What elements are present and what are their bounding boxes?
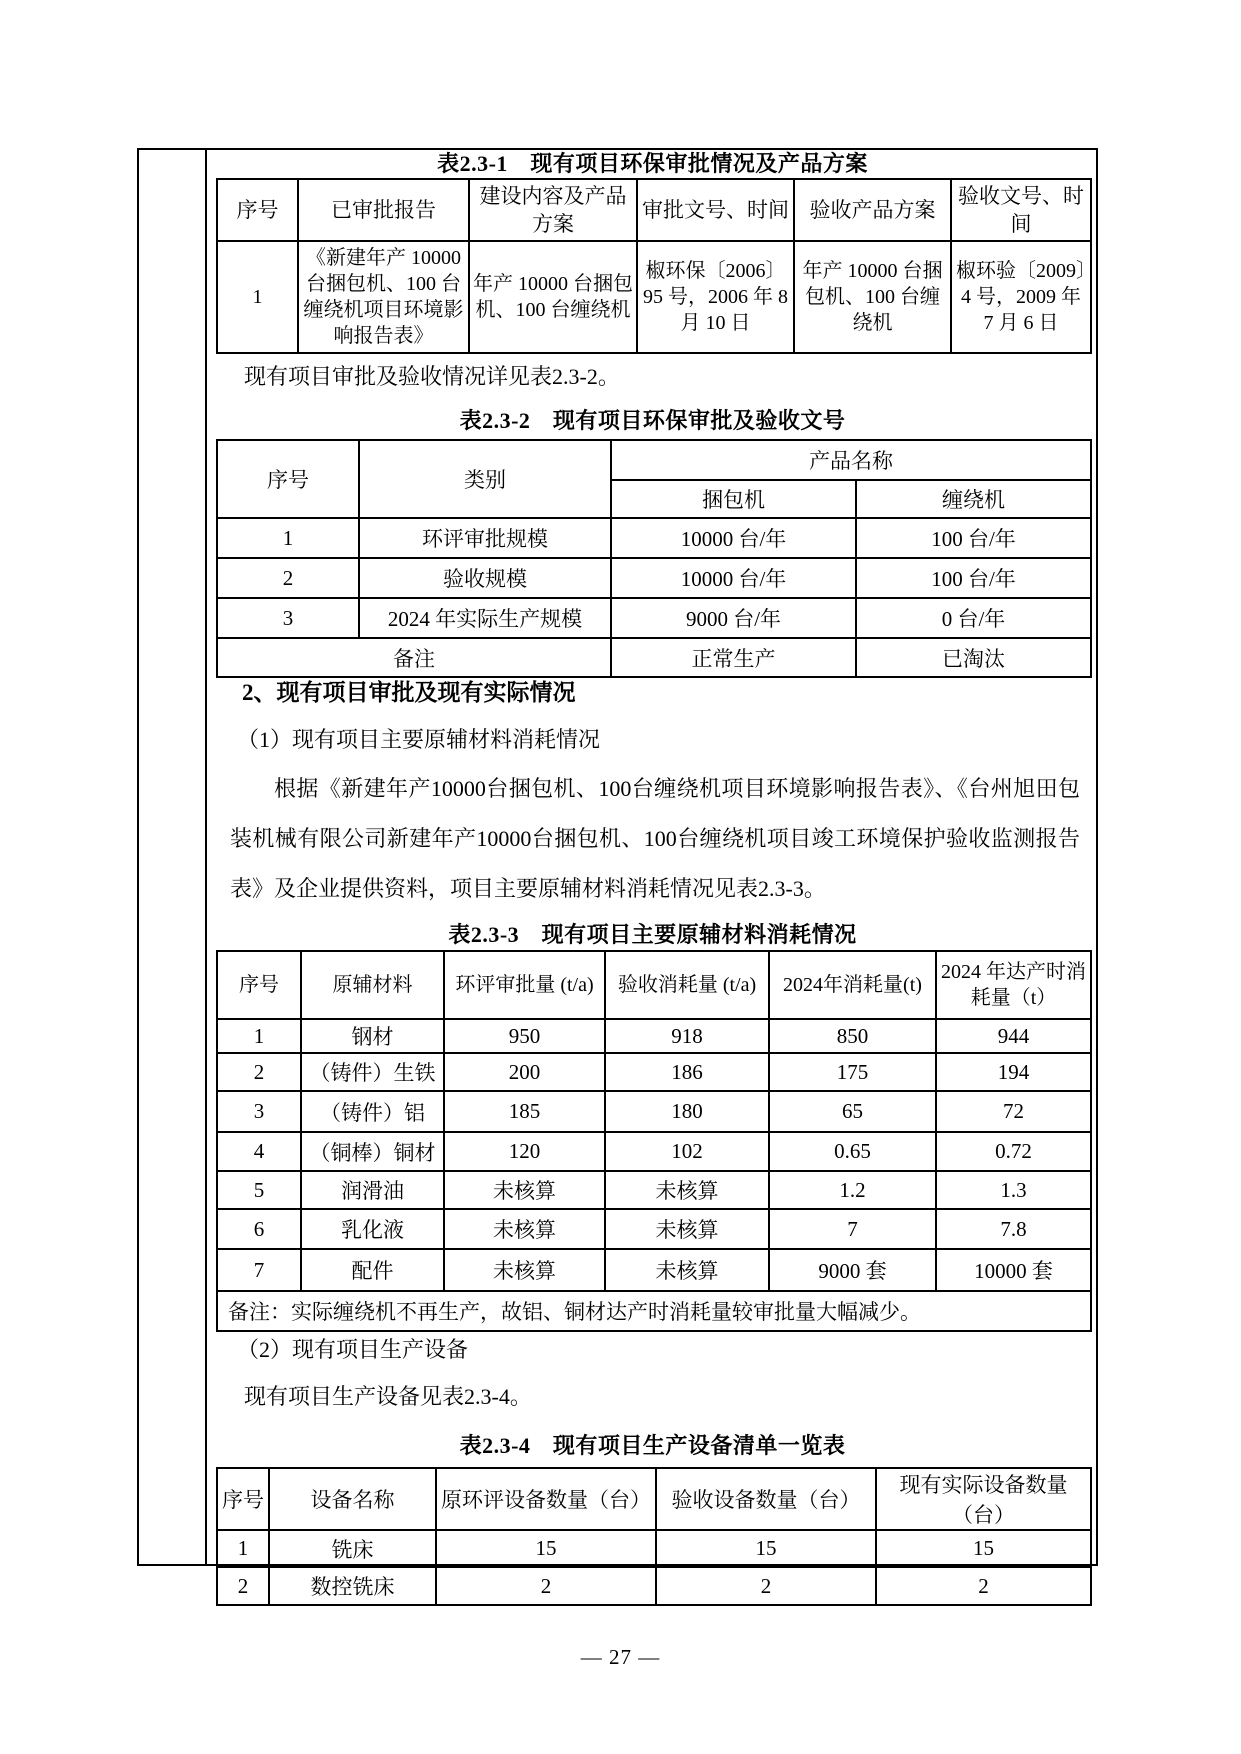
cell-2024-amount: 7	[769, 1209, 936, 1249]
cell-2024-amount: 9000 套	[769, 1249, 936, 1291]
table-2-3-4	[216, 1467, 1092, 1606]
cell-capacity-amount: 72	[936, 1091, 1091, 1132]
cell-no: 1	[217, 1530, 269, 1567]
cell-2024-amount: 175	[769, 1053, 936, 1091]
column-header-approved-report: 已审批报告	[298, 179, 469, 241]
table-header-row	[217, 440, 1091, 480]
column-header-full-capacity-consumption: 2024 年达产时消耗量（t）	[936, 951, 1091, 1019]
form-frame	[137, 148, 1098, 1599]
column-header-original-eia-count: 原环评设备数量（台）	[436, 1468, 656, 1530]
cell-no: 2	[217, 1053, 301, 1091]
page-number: — 27 —	[580, 1645, 661, 1669]
cell-wrapper: 0 台/年	[856, 598, 1091, 638]
cell-actual-count: 15	[876, 1530, 1091, 1567]
cell-baler: 9000 台/年	[611, 598, 856, 638]
cell-eia-amount: 未核算	[444, 1209, 605, 1249]
table-row	[217, 1567, 1091, 1605]
column-header-wrapper: 缠绕机	[856, 480, 1091, 518]
cell-eia-amount: 未核算	[444, 1171, 605, 1209]
paragraph-materials: 根据《新建年产10000台捆包机、100台缠绕机项目环境影响报告表》、《台州旭田包装机械有限公司新建年产10000台捆包机、100台缠绕机项目竣工环境保护验收监测报告表》及企业提供资料，项目主要原辅材料消耗情况见表2.3-3。	[230, 776, 1080, 901]
cell-eia-amount: 200	[444, 1053, 605, 1091]
column-header-baler: 捆包机	[611, 480, 856, 518]
cell-eia-amount: 185	[444, 1091, 605, 1132]
table-header-row	[217, 951, 1091, 1019]
cell-material: 钢材	[301, 1019, 444, 1053]
table-header-row	[217, 179, 1091, 241]
cell-equipment-name: 铣床	[269, 1530, 436, 1567]
form-content-area	[207, 150, 1098, 1599]
cell-construction-content: 年产 10000 台捆包机、100 台缠绕机	[469, 241, 637, 353]
cell-equipment-name: 数控铣床	[269, 1567, 436, 1605]
cell-baler: 10000 台/年	[611, 558, 856, 598]
cell-2024-amount: 65	[769, 1091, 936, 1132]
table-row	[217, 1132, 1091, 1171]
table-2-3-3-caption: 表2.3-3 现有项目主要原辅材料消耗情况	[448, 922, 857, 947]
cell-material: 配件	[301, 1249, 444, 1291]
table-2-3-1	[216, 178, 1092, 354]
cell-2024-amount: 1.2	[769, 1171, 936, 1209]
table-row	[217, 518, 1091, 558]
cell-capacity-amount: 944	[936, 1019, 1091, 1053]
column-header-acceptance-doc: 验收文号、时间	[951, 179, 1091, 241]
cell-acceptance-amount: 未核算	[605, 1249, 769, 1291]
table-2-3-3	[216, 950, 1092, 1332]
cell-approval-doc: 椒环保〔2006〕95 号，2006 年 8 月 10 日	[637, 241, 794, 353]
column-header-equipment-name: 设备名称	[269, 1468, 436, 1530]
column-header-eia-approved-amount: 环评审批量 (t/a)	[444, 951, 605, 1019]
cell-category: 2024 年实际生产规模	[359, 598, 611, 638]
cell-table-note: 备注：实际缠绕机不再生产，故铝、铜材达产时消耗量较审批量大幅减少。	[217, 1291, 1091, 1331]
column-header-acceptance-product: 验收产品方案	[794, 179, 951, 241]
column-header-no: 序号	[217, 440, 359, 518]
paragraph-see-table-2-3-2: 现有项目审批及验收情况详见表2.3-2。	[244, 364, 620, 389]
table-header-row	[217, 1468, 1091, 1530]
column-header-no: 序号	[217, 1468, 269, 1530]
cell-eia-amount: 950	[444, 1019, 605, 1053]
cell-note-label: 备注	[217, 638, 611, 677]
cell-no: 6	[217, 1209, 301, 1249]
cell-material: （铸件）生铁	[301, 1053, 444, 1091]
cell-acceptance-amount: 102	[605, 1132, 769, 1171]
table-row	[217, 1091, 1091, 1132]
paragraph-see-table-2-3-4: 现有项目生产设备见表2.3-4。	[244, 1384, 532, 1409]
column-header-actual-count: 现有实际设备数量（台）	[876, 1468, 1091, 1530]
cell-wrapper: 100 台/年	[856, 558, 1091, 598]
cell-no: 2	[217, 1567, 269, 1605]
cell-original-eia-count: 15	[436, 1530, 656, 1567]
column-header-acceptance-consumption: 验收消耗量 (t/a)	[605, 951, 769, 1019]
column-header-product-name: 产品名称	[611, 440, 1091, 480]
table-note-row	[217, 1291, 1091, 1331]
form-left-column	[139, 150, 207, 1564]
table-row	[217, 1249, 1091, 1291]
cell-acceptance-amount: 未核算	[605, 1171, 769, 1209]
cell-no: 1	[217, 518, 359, 558]
column-header-2024-consumption: 2024年消耗量(t)	[769, 951, 936, 1019]
table-row	[217, 1019, 1091, 1053]
table-2-3-2	[216, 439, 1092, 678]
section-heading-2: 2、现有项目审批及现有实际情况	[242, 680, 576, 705]
column-header-material: 原辅材料	[301, 951, 444, 1019]
cell-no: 3	[217, 1091, 301, 1132]
column-header-acceptance-count: 验收设备数量（台）	[656, 1468, 876, 1530]
cell-no: 1	[217, 1019, 301, 1053]
table-note-row	[217, 638, 1091, 677]
cell-category: 验收规模	[359, 558, 611, 598]
table-row	[217, 241, 1091, 353]
cell-2024-amount: 850	[769, 1019, 936, 1053]
cell-acceptance-amount: 未核算	[605, 1209, 769, 1249]
cell-acceptance-product: 年产 10000 台捆包机、100 台缠绕机	[794, 241, 951, 353]
cell-capacity-amount: 194	[936, 1053, 1091, 1091]
cell-acceptance-amount: 186	[605, 1053, 769, 1091]
cell-capacity-amount: 7.8	[936, 1209, 1091, 1249]
subsection-item-2: （2）现有项目生产设备	[237, 1337, 469, 1362]
cell-wrapper: 100 台/年	[856, 518, 1091, 558]
cell-material: （铜棒）铜材	[301, 1132, 444, 1171]
table-2-3-4-caption: 表2.3-4 现有项目生产设备清单一览表	[459, 1433, 846, 1458]
cell-acceptance-count: 15	[656, 1530, 876, 1567]
cell-2024-amount: 0.65	[769, 1132, 936, 1171]
cell-material: 润滑油	[301, 1171, 444, 1209]
table-row	[217, 598, 1091, 638]
cell-acceptance-count: 2	[656, 1567, 876, 1605]
cell-no: 2	[217, 558, 359, 598]
cell-capacity-amount: 10000 套	[936, 1249, 1091, 1291]
table-row	[217, 1530, 1091, 1567]
cell-acceptance-amount: 180	[605, 1091, 769, 1132]
column-header-construction-content: 建设内容及产品方案	[469, 179, 637, 241]
cell-eia-amount: 未核算	[444, 1249, 605, 1291]
subsection-item-1: （1）现有项目主要原辅材料消耗情况	[237, 727, 601, 752]
cell-no: 1	[217, 241, 298, 353]
table-row	[217, 558, 1091, 598]
cell-category: 环评审批规模	[359, 518, 611, 558]
cell-actual-count: 2	[876, 1567, 1091, 1605]
table-row	[217, 1053, 1091, 1091]
table-2-3-2-caption: 表2.3-2 现有项目环保审批及验收文号	[459, 408, 846, 433]
table-row	[217, 1171, 1091, 1209]
column-header-approval-doc: 审批文号、时间	[637, 179, 794, 241]
cell-acceptance-amount: 918	[605, 1019, 769, 1053]
cell-material: （铸件）铝	[301, 1091, 444, 1132]
cell-capacity-amount: 0.72	[936, 1132, 1091, 1171]
cell-no: 5	[217, 1171, 301, 1209]
column-header-no: 序号	[217, 179, 298, 241]
table-2-3-1-caption: 表2.3-1 现有项目环保审批情况及产品方案	[437, 151, 868, 176]
cell-capacity-amount: 1.3	[936, 1171, 1091, 1209]
cell-no: 7	[217, 1249, 301, 1291]
cell-baler: 10000 台/年	[611, 518, 856, 558]
cell-note-baler: 正常生产	[611, 638, 856, 677]
table-row	[217, 1209, 1091, 1249]
column-header-no: 序号	[217, 951, 301, 1019]
cell-acceptance-doc: 椒环验〔2009〕4 号，2009 年 7 月 6 日	[951, 241, 1091, 353]
cell-material: 乳化液	[301, 1209, 444, 1249]
cell-no: 3	[217, 598, 359, 638]
cell-approved-report: 《新建年产 10000 台捆包机、100 台缠绕机项目环境影响报告表》	[298, 241, 469, 353]
cell-no: 4	[217, 1132, 301, 1171]
cell-eia-amount: 120	[444, 1132, 605, 1171]
column-header-category: 类别	[359, 440, 611, 518]
cell-note-wrapper: 已淘汰	[856, 638, 1091, 677]
cell-original-eia-count: 2	[436, 1567, 656, 1605]
